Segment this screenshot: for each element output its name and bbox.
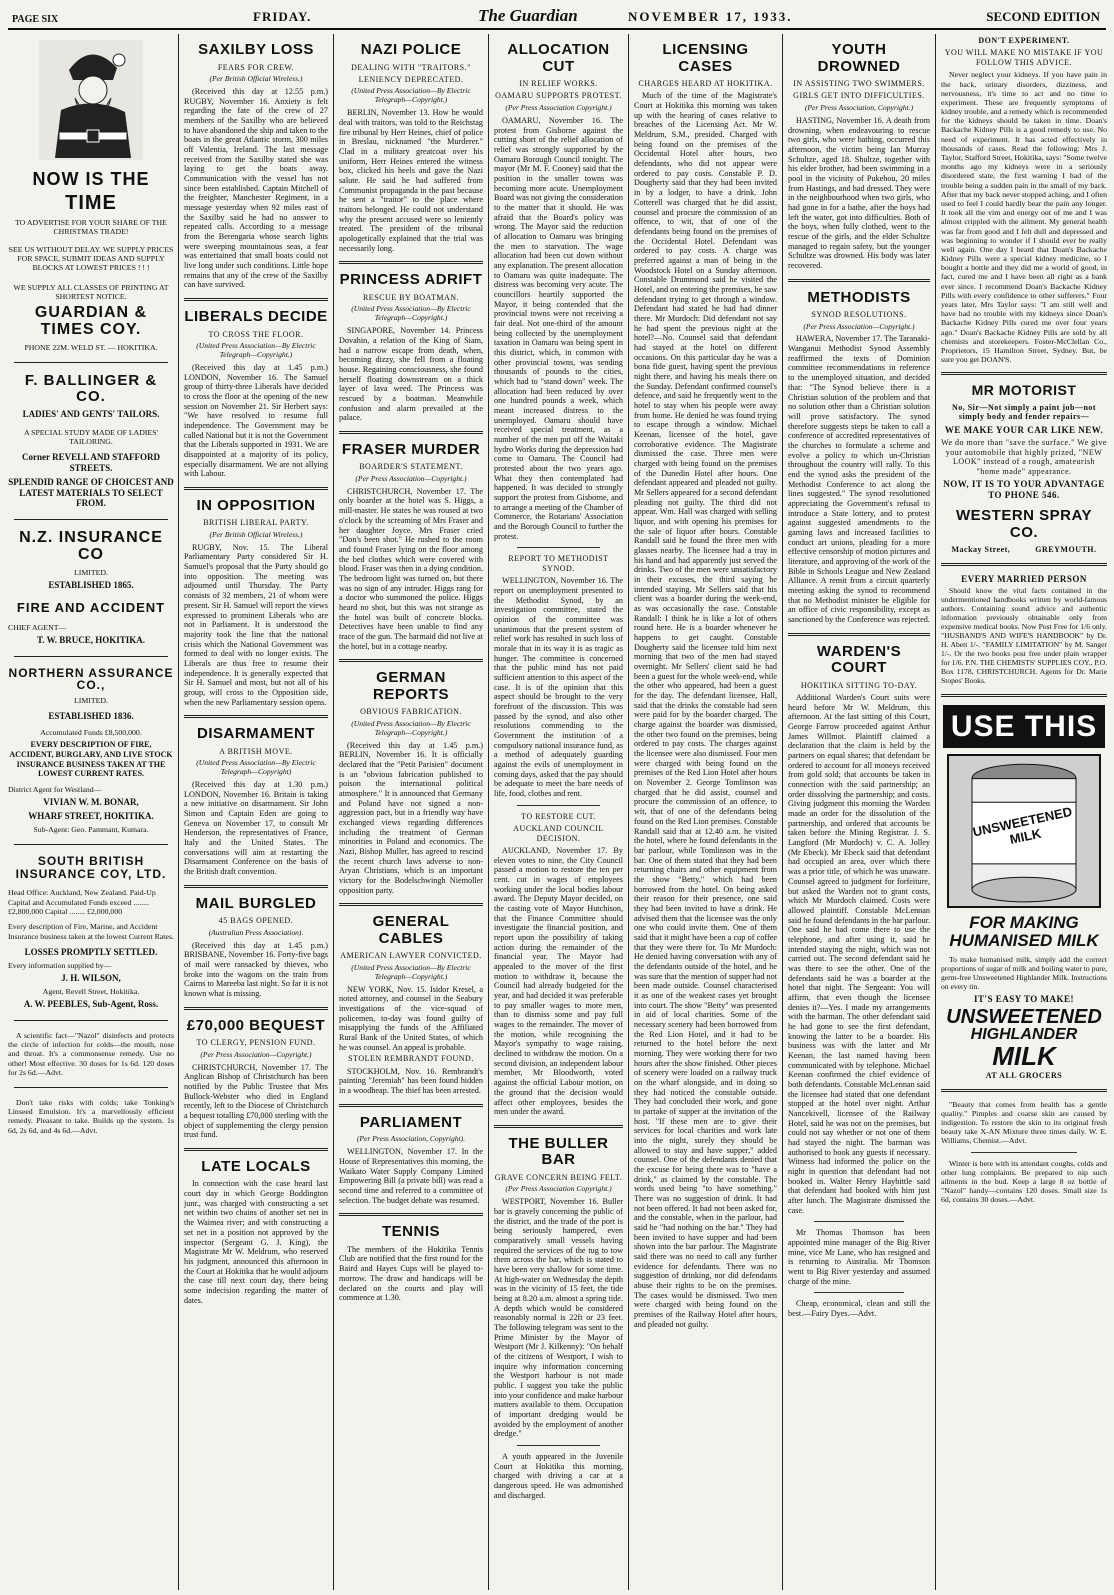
ad-motorist-line3: We do more than "save the surface." We give your automobile that highly prized, "NEW LOOK" instead of a rough, amateurish "home made" appearance. <box>941 438 1107 476</box>
article-body: CHRISTCHURCH, November 17. The only boarder at the hotel was S. Higgs, a mill-master. He states he was roused at two o'clock by the screaming of Mrs Fraser and her daughter Joyce. Mrs Fraser cried "Don's been shot." He rushed to the room and found Fraser lying on the floor among the bed clothes which were covered with blood. Fraser was then in a dying condition. The bedroom light was turned on, but there was no sign of any intruder. Higgs rang for a doctor who summoned the police. Higgs heard no shot, but this was not strange as the hotel was built of concrete blocks. Detectives have been unable to find any trace of the gun. The harmaid did not live at the hotel, but in a cottage nearby. <box>339 486 483 651</box>
source-line: (Per Press Association, Copyright.) <box>804 102 914 112</box>
ad-mr-motorist: MR MOTORIST <box>971 382 1077 399</box>
ad-mackay-street: Mackay Street, GREYMOUTH. <box>951 545 1097 555</box>
subhead: BRITISH LIBERAL PARTY. <box>203 518 309 528</box>
milk-can-illustration <box>947 754 1101 908</box>
headline-opposition: IN OPPOSITION <box>196 496 316 514</box>
source-line: (Australian Press Association). <box>208 927 304 937</box>
article-body: Mr Thomas Thomson has been appointed mine manager of the Big River mine, vice Mr Lane, who has resigned and is returning to Australia. Mr Thomson went to Big River yesterday and assumed charge of the mine. <box>788 1228 930 1286</box>
santa-claus-illustration <box>39 40 143 160</box>
divider <box>788 279 930 282</box>
article-body: CHRISTCHURCH, November 17. The Anglican Bishop of Christchurch has been notified by the Public Trustee that Mrs Bullock-Webster who died in England recently, left to the Diocese of Christchurch a bequest totalling £70,000 sterling with the object of supplementing the clergy pension trust fund. <box>184 1062 328 1140</box>
divider <box>941 563 1107 566</box>
divider <box>971 1152 1077 1153</box>
ad-peebles: A. W. PEEBLES, Sub-Agent, Ross. <box>23 999 159 1010</box>
ad-milk: MILK <box>992 1041 1056 1072</box>
headline-bequest: £70,000 BEQUEST <box>186 1016 326 1034</box>
divider <box>941 694 1107 697</box>
ad-married-text: Should know the vital facts contained in the undermentioned handbooks written by world-famous authors. Containing sound advice and authentic information previously obtainable only from expensive medical books. Now Post Free for 1/6 only. "HUSBAND'S AND WIFE'S HANDBOOK" by Dr. H. Abett 1/-. "FAMILY LIMITATION" by M. Sanger 1/-. Or the two books post free under plain wrapper for 1/6. P.N. THE CHEMISTS' SUPPLIES COY., P.O. Box 1178, CHRISTCHURCH. Agents for Dr. Marie Stopes' Books. <box>941 586 1107 685</box>
divider <box>941 372 1107 375</box>
ad-motorist-line4: NOW, IT IS TO YOUR ADVANTAGE TO PHONE 546. <box>943 478 1105 500</box>
column-rule <box>178 34 179 1590</box>
ad-at-all-grocers: AT ALL GROCERS <box>985 1071 1063 1081</box>
subhead: A BRITISH MOVE. <box>219 746 293 756</box>
ad-nazol-text: A scientific fact—"Nazol" disinfects and protects the circle of infection for colds—the mouth, nose and throat. It's a commonsense remedy. Use no other! Most effective. 30 doses for 1s 6d. 120 doses for 2s 6d.—Advt. <box>8 1031 174 1077</box>
ad-established-1836: ESTABLISHED 1836. <box>48 711 134 722</box>
ad-motorist-line2: WE MAKE YOUR CAR LIKE NEW. <box>944 424 1104 435</box>
subhead: AMERICAN LAWYER CONVICTED. <box>340 951 482 961</box>
ad-head-office: Head Office: Auckland, New Zealand. Paid-Up Capital and Accumulated Funds exceed ........ £2,800,000 Capital ........ £2,000,000 <box>8 888 156 916</box>
news-column-6 <box>788 34 930 1590</box>
ads-column-left <box>8 34 174 1590</box>
ad-limited: LIMITED. <box>74 567 108 577</box>
article-body: SINGAPORE, November 14. Princess Dovahin, a relation of the King of Siam, had a narrow escape from death, when, becoming dizzy, she fell from a floating house. Regaining consciousness, she found herself floating downstream on a thick layer of lava weed. The Princess was rescued by a boatman. Meanwhile confusion and alarm prevailed at the palace. <box>339 326 483 423</box>
divider <box>517 805 600 806</box>
ad-accumulated-funds: Accumulated Funds £8,500,000. <box>40 728 142 738</box>
article-body: (Received this day at 1.45 p.m.) BRISBANE, November 16. Forty-five bags of mail were ransacked by thieves, who broke into the wagons on the train from Cairns to Mareeba last night. So far it is not known what is missing. <box>184 940 328 999</box>
ad-every-description: EVERY DESCRIPTION OF FIRE, ACCIDENT, BURGLARY, AND LIVE STOCK INSURANCE BUSINESS TAKEN AT THE LOWEST CURRENT RATES. <box>9 740 173 779</box>
ad-every-information: Every information supplied by— <box>8 960 112 970</box>
source-line: (Per Press Association, Copyright). <box>356 1134 466 1144</box>
article-body: (Received this day at 1.30 p.m.) LONDON, November 16. Britain is taking a new initiative on disarmament. Sir John Simon and Captain Eden are going to Geneva on November 17, to consult Mr Henderson, the representatives of France, Italy and the United States. The conversations will aim at restarting the Disarmament Conference on the basis of the British draft convention. <box>184 780 328 877</box>
headline-youth-drowned: YOUTH DROWNED <box>817 41 901 75</box>
ad-supply-text: WE SUPPLY ALL CLASSES OF PRINTING AT SHORTEST NOTICE. <box>13 282 169 301</box>
article-body: (Received this day at 1.45 p.m.) BERLIN, November 16. It is officially declared that the "Petit Parisien" document is an "obvious fabrication published to poison the international political atmosphere." It is announced that Germany and Poland have not signed a non-aggression pact, but in a friendly way have exchanged views regarding differences including the treatment of German minorities in Poland and economics. The Nazi, Bishop Muller, has agreed to rescind the recent church laws adverse to non-Aryan Christians, which is an important victory for the Bodelschwingh Niemoller opposition party. <box>339 740 483 895</box>
subhead: DEALING WITH "TRAITORS." <box>351 62 471 72</box>
subhead: TO RESTORE CUT. <box>521 811 596 821</box>
article-body: RUGBY, Nov. 15. The Liberal Parliamentary Party considered Sir H. Samuel's proposal that the Party should go into opposition. The meeting was adjourned until Thursday. The Party consists of 32 members, 21 of whom were present. Sir H. Samuel will report the views expressed to prominent Liberals who are not in Parliament. It is understood the majority took the line that the national crisis which the National Government was formed to deal with no longer exists. The Liberals are thus free to resume their independence. It is generally expected that Sir H. Samuel and most, but not all of his group, will cross to the Opposition side, when the new Parliamentary session opens. <box>184 542 328 707</box>
divider <box>14 656 168 657</box>
headline-nazi-police: NAZI POLICE <box>360 41 462 58</box>
article-body: HAWERA, November 17. The Taranaki-Wanganui Methodist Synod Assembly reaffirmed the texts of Dominion committee recommendations in reference to the unemployed situation, and decided that: "The Synod believe there is a Christian solution of the problem and that no solution other than a Christian solution will prove satisfactory. The synod therefore suggests steps be taken to call a conference of accredited representatives of the churches to formulate a scheme and evolve a policy to which un-Christian throughout the country will rally. To this end the synod asks the president of the Methodist Conference to act along the lines suggested." The synod resolutioned appreciating the Government's refusal to introduce a State lottery, and to protest against suggested amendments to the gaming laws and increased facilities to conduct art unions, pleading for a more effective censorship of motion pictures and literature, and approving of the work of the Bible in Schools League and New Zealand Alliance. A remit from a circuit quarterly meeting asking the synod to recommend that no Methodist minister be eligible for an office of civic responsibility, except as sanctioned by the Conference was rejected. <box>788 334 930 624</box>
ad-time: TIME <box>65 191 117 214</box>
article-body: HASTING, November 16. A death from drowning, when endeavouring to rescue two girls, who were bathing, occurred this afternoon, the victim being Ian Murray Schultze, aged 18. Shultze, together with his elder brother, had been swimming in a pool in the vicinity of Pukehou, 20 miles from Hastings, and had dressed. They were in the neighbourhood when two girls, who had gone in for a bathe, after the boys had left the water, got into difficulties. Both of the boys, when fully clothed, went to the rescue of the girls, and the elder Schultze managed to regain safety, but the younger Schultze was drowned. His body was later recovered. <box>788 115 930 270</box>
article-body: (Received this day at 12.55 p.m.) RUGBY, November 16. Anxiety is felt regarding the fate of the crew of 27 members of the Saxilby who are believed to have abandoned the ship and taken to the boats in the great Atlantic storm, 300 miles off Valentia, Ireland. The last message received from the Saxilby stated she was laying to get the boats away. Communication with the vessel has not since been established. Captain Mitchell of the freighter, Manchester Regiment, in a message yesterday when 92 miles east of the Saxilby said he had no answer to repeated calls. According to a message from the Berengaria whose search lights were sweeping mountainous seas, a fear was entertained that small boats could not live long under such conditions. Little hope remains that any of the crew of the Saxilby can have survived. <box>184 86 328 290</box>
article-body: OAMARU, November 16. The protest from Gisborne against the cutting short of the relief allocation of relief was strongly supported by the Oamaru Borough Council tonight. The mayor (Mr M. F. Cooney) said that the position in the smaller towns was becoming more acute. Unemployment Board was not giving the consideration to the matter that it should. He was afraid that the Board's policy was wrong. The Mayor said the reduction of allocation to Oamaru was bringing the men to starvation. The wage allocation had been cut down without any explanation. The present allocation to Oamaru was quite inadequate. The distress was becoming very acute. The councillors heartily supported the Mayor, it being contended that the provincial towns were not receiving a fair deal. Not one-third of the amount being collected by the unemployment taxation in Oamaru was being spent in this district, which, in common with other provincial towns, was sending thousands of pounds to the cities, which had to "stand down" week. The allocation had been reduced by over one hundred pounds a week, which meant increased distress to the unemployed. Oamaru should have received special treatment, as a number of the men put off the Waitaki hydro Works during the depression had come to Oamaru. The Council had protested about the two years ago. What they then contemplated had happened. It was decided to strongly support the protest from Gisborne, and to arrange a meeting of the Chamber of Commerce, the Rotarians' Association and the Borough Council to further the protest. <box>494 115 623 541</box>
headline-tennis: TENNIS <box>381 1223 440 1241</box>
ad-see-us-text: SEE US WITHOUT DELAY. WE SUPPLY PRICES FOR SPACE, SUBMIT IDEAS AND SUPPLY BLOCKS AT LOWEST PRICES ! ! ! <box>8 244 174 273</box>
ad-district-agent: District Agent for Westland— <box>8 784 102 794</box>
ad-humanised-text: To make humanised milk, simply add the correct proportions of sugar of milk and boiling water to pure, germ-free Unsweetened Highlander Milk. Instructions on every tin. <box>941 954 1107 991</box>
headline-fraser-murder: FRASER MURDER <box>341 440 481 458</box>
page-number: PAGE SIX <box>12 14 59 25</box>
divider <box>941 1089 1107 1092</box>
ad-wilson: J. H. WILSON, <box>61 973 121 984</box>
edition-label: SECOND EDITION <box>986 9 1100 24</box>
source-line: (Per British Official Wireless.) <box>209 73 303 83</box>
headline-saxilby: SAXILBY LOSS <box>198 41 314 58</box>
source-line: (Per British Official Wireless.) <box>209 529 303 539</box>
ad-western-spray: WESTERN SPRAY CO. <box>956 507 1092 541</box>
headline-buller-bar: THE BULLER BAR <box>508 1134 609 1169</box>
subhead: LENIENCY DEPRECATED. <box>358 74 464 84</box>
ad-dont-experiment-sub: YOU WILL MAKE NO MISTAKE IF YOU FOLLOW THIS ADVICE. <box>944 48 1104 67</box>
ad-easy-to-make: IT'S EASY TO MAKE! <box>973 993 1075 1004</box>
subhead: TO CROSS THE FLOOR. <box>208 329 304 339</box>
ad-guardian-times: GUARDIAN & TIMES COY. <box>34 304 148 339</box>
ad-dont-experiment-title: DON'T EXPERIMENT. <box>978 36 1070 45</box>
divider <box>814 1292 905 1293</box>
can-label-text: UNSWEETENED MILK <box>971 803 1074 848</box>
ad-every-desc-fire: Every description of Fire, Marine, and Accident Insurance business taken at the lowest Current Rates. <box>8 922 174 941</box>
subhead: GIRLS GET INTO DIFFICULTIES. <box>793 91 925 101</box>
divider <box>339 261 483 264</box>
article-body: (Received this day at 1.45 p.m.) LONDON, November 16. The Samuel group of thirty-three Liberals have decided to cross the floor at the opening of the new session on November 21. Sir Herbert says: "We have resolved to resume full independence. The Government may be called National but it is not the Government that the Liberals supported in 1931. We are disappointed at a majority of its policy, especially disarmament. We are not allying with Labour. <box>184 362 328 479</box>
divider <box>339 1213 483 1216</box>
article-body: WESTPORT, November 16. Buller bar is gravely concerning the public of the district, and the trade of the port is being seriously hampered, even comparatively small vessels having required the services of the tug to tow them across the bar, which is stated to have been very shallow for some time. At high-water on Wednesday the depth was in the vicinity of 15 feet, the tide being at 8.20 a.m. almost a spring tide. A depth which would be considered reasonably normal is 22ft or 23 feet. The following telegram was sent to the Prime Minister by the Mayor of Westport (Mr J. Kilkenny): "On behalf of the citizens of Westport, I wish to inquire why information concerning the Westport harbour is not made public. I suggest you take the public into your confidence and make harbour matters available to them. Occupation of important dredging would be avoided by the employment of another dredge." <box>494 1197 623 1439</box>
ad-bruce: T. W. BRUCE, HOKITIKA. <box>36 634 146 645</box>
masthead <box>8 6 1106 30</box>
source-line: (Per Press Association—Copyright.) <box>200 1049 312 1059</box>
article-body: Cheap, economical, clean and still the best.—Fairy Dyes.—Advt. <box>788 1299 930 1319</box>
subhead: REPORT TO METHODIST SYNOD. <box>508 554 609 573</box>
subhead: FEARS FOR CREW. <box>217 62 295 72</box>
divider <box>14 362 168 363</box>
divider <box>814 1221 905 1222</box>
article-body: BERLIN, November 13. How he would deal with traitors, was told to the Reichstag fire tribunal by Herr Heines, chief of police in Breslau, nicknamed "the Murderer." Clad in a military greatcoat over his uniform, Herr Heines entered the witness box, clicked his heels and gave the Nazi salute. He said he had suffered from Communist propaganda in the past because he sent a "traitor" to the place where traitors belonged. He could not understand why the present accused were so leniently treated. The president of the tribunal apologetically explained that the trial was necessarily long. <box>339 108 483 253</box>
source-line: (United Press Association—By Electric Telegraph—Copyright.) <box>196 340 316 359</box>
headline-late-locals: LATE LOCALS <box>201 1157 311 1175</box>
ad-phone-address: PHONE 22M. WELD ST. — HOKITIKA. <box>24 342 158 352</box>
ad-nz-insurance: N.Z. INSURANCE CO <box>19 529 163 563</box>
column-rule <box>782 34 783 1590</box>
divider <box>184 885 328 888</box>
headline-methodists: METHODISTS <box>807 288 911 306</box>
divider <box>788 633 930 636</box>
headline-parliament: PARLIAMENT <box>359 1113 463 1131</box>
column-rule <box>628 34 629 1590</box>
ad-highlander: HIGHLANDER <box>970 1026 1078 1044</box>
ad-tonking-text: Don't take risks with colds; take Tonking's Linseed Emulsion. It's a marvellously efficient remedy. Pleasant to take. Builds up the system. 1s 6d, 2s 6d, and 4s 6d.—Advt. <box>8 1097 174 1135</box>
article-body: WELLINGTON, November 16. The report on unemployment presented to the Methodist Synod, by an investigation committee, stated the opinion of the committee was unanimous that the present system of relief work has resulted in such loss of morale that in its way it is as tragic as hunger. The committee is concerned that the public mind has not paid sufficient attention to this aspect of the case. It is of the opinion that this aspect should be brought to the very forefront of the discussion. This was passed by the synod, and also other resolutions commending to the Government the institution of a compulsory national insurance fund, as a method of adequately guarding against the evils of unemployment in coming days, asked that the pay should be adequate to meet the bare needs of life, food, clothes and rent. <box>494 576 623 799</box>
divider <box>339 431 483 434</box>
subhead: BOARDER'S STATEMENT. <box>359 462 463 472</box>
ad-corner-address: Corner REVELL AND STAFFORD STREETS. <box>22 452 160 474</box>
divider <box>14 1020 168 1021</box>
ad-use-this-banner: USE THIS <box>943 705 1105 748</box>
ad-doans-text: Never neglect your kidneys. If you have pain in the back, urinary disorders, dizziness, and nervousness, it's time to act and no time to experiment. These are frequently symptoms of kidney trouble, and a remedy which is recommended for the kidneys should be taken in time. Doan's Backache Kidney Pills is a good remedy to use. No need of experiment. It has acted effectively in thousands of cases. Read the following: Mrs J. Taylor, Stafford Street, Hokitika, says: "Some twelve months ago my kidneys were in a seriously disordered state, the first warning I had of the trouble being a sudden pain in the small of my back. After that my back never stopped aching, and I often used to feel I could hardly bear the pain any longer. It took all the vim and energy out of me and I was almost crippled with the ailment. My general health was far from good and I felt dull and depressed and was beginning to wonder if I should ever be really well again. One day I heard that Doan's Backache Kidney Pills were a special kidney medicine, so I bought a bottle and they did me a world of good, in fact, cured me and I have been all right as a bank ever since. I recommend Doan's Backache Kidney Pills with every confidence to other sufferers." Four years later, Mrs Taylor says: "I am still well and have had no trouble with my kidneys since Doan's Backache Kidney Pills cured me over four years ago." Doan's Backache Kidney Pills are sold by all chemists and storekeepers. Foster-McClellan Co., Proprietors, 15 Hamilton Street, Sydney. But, be sure you get DOAN'S. <box>941 70 1107 365</box>
column-rule <box>935 34 936 1590</box>
newspaper-title: The Guardian <box>478 6 578 25</box>
headline-german-reports: GERMAN REPORTS <box>372 669 449 703</box>
divider <box>184 298 328 301</box>
article-body: WELLINGTON, November 17. In the House of Representatives this morning, the Waikato Water Supply Company Limited Empowering Bill (a private bill) was read a second time and referred to a committee of selection. The budget debate was resumed. <box>339 1147 483 1205</box>
ad-tailoring-study: A SPECIAL STUDY MADE OF LADIES' TAILORING. <box>23 427 159 446</box>
headline-princess-adrift: PRINCESS ADRIFT <box>339 271 483 289</box>
source-line: (United Press Association—By Electric Telegraph—Copyright.) <box>351 962 471 981</box>
article-body: A youth appeared in the Juvenile Court at Hokitika this morning, charged with driving a car at a dangerous speed. He was admonished and discharged. <box>494 1452 623 1500</box>
news-column-3 <box>339 34 483 1590</box>
ad-unsweetened: UNSWEETENED <box>946 1006 1102 1029</box>
subhead: OBVIOUS FABRICATION. <box>360 707 462 717</box>
ad-advertise-text: TO ADVERTISE FOR YOUR SHARE OF THE CHRISTMAS TRADE! <box>15 217 167 237</box>
headline-liberals: LIBERALS DECIDE <box>184 308 328 325</box>
subhead: 45 BAGS OPENED. <box>218 916 294 926</box>
ad-beauty-text: "Beauty that comes from health has a gentle quality." Pimples and coarse skin are caused by indigestion. To restore the skin to its original fresh beauty take X-AN Mixture three times daily. W. E. Williams, Chemist.—Advt. <box>941 1099 1107 1146</box>
divider <box>517 547 600 548</box>
ad-fire-accident: FIRE AND ACCIDENT <box>16 599 166 615</box>
subhead: OAMARU SUPPORTS PROTEST. <box>495 91 622 101</box>
ad-chief-agent: CHIEF AGENT— <box>8 622 67 632</box>
subhead: AUCKLAND COUNCIL DECISION. <box>513 824 604 843</box>
news-column-5 <box>634 34 777 1590</box>
divider <box>14 1087 168 1088</box>
divider <box>339 903 483 906</box>
divider <box>14 844 168 845</box>
subhead: IN RELIEF WORKS. <box>519 79 598 88</box>
article-body: In connection with the case heard last court day in which George Boddington junr., was charged with constructing a set net within two chains of another set net in the Waimea river; and with constructing a set net in a position not approved by the inspector (Sergeant G. J. King), the Magistrate Mr W. Meldrum, who reserved his judgment, announced this afternoon in the Court at Hokitika that he would adjourn the case till next court day, there being some indecision regarding the matter of dates. <box>184 1179 328 1305</box>
divider <box>339 659 483 662</box>
ad-tailors: LADIES' AND GENTS' TAILORS. <box>22 408 160 419</box>
divider <box>184 1007 328 1010</box>
headline-mail-burgled: MAIL BURGLED <box>195 894 317 912</box>
ad-bonar: VIVIAN W. M. BONAR, <box>43 797 139 808</box>
headline-wardens-court: WARDEN'S COURT <box>816 642 902 677</box>
masthead-day: FRIDAY. <box>253 9 312 24</box>
divider <box>494 1125 623 1128</box>
article-body: The members of the Hokitika Tennis Club are notified that the first round for the Baird and Hayes Cups will be played to-morrow. The draw and handicaps will be declared on the courts and play will commence at 1.30. <box>339 1244 483 1303</box>
source-line: (United Press Association—By Electric Telegraph—Copyright.) <box>351 86 471 105</box>
subhead: CHARGES HEARD AT HOKITIKA. <box>638 79 773 88</box>
headline-licensing-cases: LICENSING CASES <box>662 41 749 75</box>
article-body: NEW YORK, Nov. 15. Isidor Kresel, a noted attorney, and counsel in the Seabury investigations of the vice-squad of policemen, to-day was found guilty of misapplying the funds of the Affiliated Rural Bank of the United States, of which he was counsel. An appeal is probable. <box>339 984 483 1052</box>
article-body: Additional Warden's Court suits were heard before Mr W. Meldrum, this afternoon. At the last sitting of this Court, George Farrow proceeded against Arthur James Willmot. Plaintiff claimed a declaration that the claim is held by the partners on equal shares; that defendant be ordered to account for all moneys received from gold sold; that accounts be taken in connection with the said partnership; an order dissolving the partnership; and costs. Giving judgment this morning the Warden made an order for the dissolution of the partnership, and ordered that accounts be taken before the Mining Registrar. J. S. Langford (Mr Murdoch) v. C. A. Jolley (Mr Ebeck). Mr Ebeck said that defendant had occupied an area, over which there was a prior title, of which he was unaware. Counsel agreed to judgment for forfeiture, but asked the Warden not to grant costs, which Mr Murdoch claimed. Costs were allowed plaintiff. Constable McLennan said he found defendants in the bar parlour. One said he had come there to use the telephone, and after using it, said he intended staying the night, which was not carried out. The second defendant said he was there to see the other. One of the defendants said he was a boarder at the hotel that night. The Sergeant: You will affirm, that even though the licensee denies it?—Yes. I made my arrangements with the barman. The other defendant said he had gone to see the first defendant, knowing the latter to be a boarder. His business was with the latter and Mr Keenan, the last named having been communicated with by telephone. Michael Keenan confirmed the chief evidence of both defendants. Constable McLennan said the licensee had stated that one defendant stopped at the hotel over night. Arthur Nancekivell, licensee of the Railway Hotel, said he was not on the premises, but could not say whether or not one of them had stayed the night. The barman was authorised to book any guests if necessary. Witness had informed the police on the night in question that defendant had not booked in. Walter Henry Haybittle said that defendant had booked with him just after lunch. The Magistrate dismissed the case. <box>788 693 930 1215</box>
divider <box>14 519 168 520</box>
ad-northern-assurance: NORTHERN ASSURANCE CO., <box>8 665 174 693</box>
ad-agent-revell: Agent, Revell Street, Hokitika. <box>42 986 140 996</box>
ad-limited-2: LIMITED. <box>74 695 108 705</box>
ad-wharf-street: WHARF STREET, HOKITIKA. <box>28 810 154 821</box>
article-body: STOCKHOLM, Nov. 16. Rembrandt's painting "Jeremiah" has been found hidden in a woodheap. The thief has been arrested. <box>339 1066 483 1096</box>
subhead: IN ASSISTING TWO SWIMMERS. <box>793 79 925 88</box>
source-line: (Per Press Association Copyright.) <box>505 102 612 112</box>
article-body: Much of the time of the Magistrate's Court at Hokitika this morning was taken up with the hearing of cases relative to breaches of the Licensing Act. Mr W. Meldrum, S.M., presided. Charged with being found on the premises of the Occidental Hotel after hours, two defendants, who did not appear were ordered to pay costs. Constable P. D. Dougherty said that they had been invited in by a lodger, to have a drink. John Cotterell was charged that he did assist, counsel and procure the commission of an offence, to wit, that of one of the defendants being found on the premises of the Occidental Hotel. Defendant was ordered to pay costs. A charge was preferred against a man of being in the Woodstock Hotel on a Sunday afternoon. Constable Drummond said he visited the Hotel, and on entering the premises, he saw defendant trying to get through a window. Defendant had stated he had had dinner there. Mr Murdoch: Did defendant not say he had spent the previous night at the hotel?—No. Counsel said that defendant had stayed at the hotel on different occasions. On this particular day he was a bona fide guest, having spent the previous night there, and having his meals there on the Sunday. Defendant confirmed counsel's defence, and said he frequently went to the hotel to stay when his people were away from home. He denied he was found trying to escape through a window. Michael Keenan, licensee of the hotel, gave corroborative evidence. The Magistrate dismissed the case. Three men were charged with being found on the premises of the Dunedin Hotel after hours. One defendant appeared and pleaded not guilty. Mr Sellers appeared for a second defendant pleading not guilty. The third did not appear. Wm. Hall was charged with selling liquor, and with opening his premises for the sale of liquor after hours. Constable Randall said he found the three men with glasses nearby. The licensee had a tray in his hand and had apparently just served the drinks. Two of the men were unsatisfactory in their excuses, the third saying he intended staying. Mr Sellers said that his client was a boarder during the week-end, as was occasionally the case. Constable Randall: I think he is like a lot of others round here. He is a boarder whenever he happens to get caught. Constable Dougherty said the licensee told him next morning that two of the men had stayed overnight. Mr Sellers' client said he had been a guest for the whole week-end, while the other who appeared, had been a guest for the day. The defendant licensee, Hall, said that the drinks the constable had seen were paid for by the boarder charged. The charge against the boarder was dismissed, the other two found on the premises, being ordered to pay costs. The charges against the licensee were also dismissed. Four men were charged with being found on the premises of the Red Lion Hotel after hours on November 2. George Tomlinson was charged that he did assist, counsel and procure the commission of an offence, to wit, that of one of the defendants being found on the Red Lion premises. Constable Randall said that at 12.40 a.m. he visited the hotel, where he found defendants in the bar parlour, while Tomlinson was in the bar. One of them stated that they had been returning chairs and other equipment from the show "Betty," which had been borrowed from the hotel. On being asked their reason for their presence, one said they had been invited to have a drink. He advised them that the licensee was the only one who could invite them. One of them said that it might have been a cup of coffee that they were there for. To Mr Murdoch: He denied having conversation with any of the defendants outside of the hotel, and he was sure that the mention of supper had not been made outside. Counsel characterised it as one of the weakest cases yet brought into court. The show "Betty" was presented in aid of local charities. Some of the necessary scenery had been borrowed from the Red Lion Hotel, and it had to be returned to the hotel before the next morning. They were working there for two hours after the show finished. Other pieces of scenery were loaded on a railway truck on the wharf alongside, and in doing so they had noticed the constable outside. They had concluded their work, and gone to partake of supper at the invitation of the host. "If these men are to give their services for local charities and work late into the night, surely they should be allowed to stay and have supper," added counsel. One of the defendants denied that the excuse for being there was to "have a drink," as claimed by the constable. The words used being "to have something." There was no suggestion of drink. It had not been offered. It had not been asked for, and the constable, when in the parlour, had said he "had nothing on the bar." They had been invited to have supper and had been shown into the bar parlour. The Magistrate said there was no need to call any further evidence for defendants. There was no suggestion of drinking, nor did defendants abuse their rights to be on the premises. The cases would be dismissed. Two men were charged with being found on the premises of the Railway Hotel after hours, and pleaded not guilty. <box>634 91 777 1329</box>
subhead: RESCUE BY BOATMAN. <box>362 292 460 302</box>
subhead: TO CLERGY, PENSION FUND. <box>196 1038 316 1048</box>
divider <box>517 1445 600 1446</box>
masthead-date: NOVEMBER 17, 1933. <box>628 9 793 24</box>
divider <box>184 487 328 490</box>
news-column-4 <box>494 34 623 1590</box>
headline-general-cables: GENERAL CABLES <box>372 913 450 947</box>
ad-motorist-line1: No, Sir—Not simply a paint job—not simply body and fender repairs— <box>951 402 1097 422</box>
ad-splendid-range: SPLENDID RANGE OF CHOICEST AND LATEST MATERIALS TO SELECT FROM. <box>8 476 174 509</box>
subhead: STOLEN REMBRANDT FOUND. <box>348 1054 474 1064</box>
ad-now-is-the: NOW IS THE <box>32 169 150 189</box>
ad-winter-text: Winter is here with its attendant coughs, colds and other lung complaints. Be prepared to nip such ailments in the bud. Keep a large 8 oz bottle of "Nazol" handy—contains 120 doses. Small size 1s 6d, contains 30 doses.—Advt. <box>941 1158 1107 1205</box>
ad-established-1865: ESTABLISHED 1865. <box>48 580 134 591</box>
ad-for-making-humanised: FOR MAKING HUMANISED MILK <box>949 913 1099 950</box>
ad-south-british: SOUTH BRITISH INSURANCE COY, LTD. <box>15 854 167 881</box>
source-line: (United Press Association—By Electric Telegraph—Copyright) <box>196 758 316 777</box>
source-line: (United Press Association—By Electric Telegraph—Copyright.) <box>351 718 471 737</box>
headline-allocation-cut: ALLOCATION CUT <box>507 41 610 75</box>
source-line: (Per Press Association—Copyright.) <box>803 321 915 331</box>
ad-ballinger: F. BALLINGER & CO. <box>24 372 158 405</box>
headline-disarmament: DISARMAMENT <box>197 725 315 743</box>
source-line: (United Press Association—By Electric Telegraph—Copyright.) <box>351 304 471 323</box>
ad-losses-settled: LOSSES PROMPTLY SETTLED. <box>24 946 158 957</box>
ad-sub-agent: Sub-Agent: Geo. Pammant, Kumara. <box>33 824 149 834</box>
column-rule <box>333 34 334 1590</box>
divider <box>184 1148 328 1151</box>
source-line: (Per Press Association Copyright.) <box>505 1184 612 1194</box>
subhead: SYNOD RESOLUTIONS. <box>811 310 907 320</box>
subhead: GRAVE CONCERN BEING FELT. <box>494 1172 623 1182</box>
column-rule <box>488 34 489 1590</box>
article-body: AUCKLAND, November 17. By eleven votes to nine, the City Council passed a motion to restore the ten per cent. cut in wages of employees working under the local bodies labour award. The Deputy Mayor decided, on the casting vote of Mayor Hutchison, that the Finance Committee should investigate the financial position, and report upon the possibility of taking action during the remainder of the financial year. The Mayor had appealed to the mover of the first motion to withdraw it, because the Council had already budgeted for the year, and had decided it was preferable to pay smaller wages to more men, than to dismiss some and pay full wages to the remainder. The mover of the motion, while recognising the Mayor's sympathy to wage raising, declined to withdraw the motion. On a second division, an independent labour member, Mr Bloodworth, voted against the official Labour motion, on the ground that the decision would affect other employees, besides the men under the award. <box>494 846 623 1117</box>
news-column-2 <box>184 34 328 1590</box>
subhead: HOKITIKA SITTING TO-DAY. <box>800 680 918 690</box>
divider <box>184 715 328 718</box>
santa-icon <box>39 40 143 160</box>
divider <box>339 1104 483 1107</box>
ad-every-married-person: EVERY MARRIED PERSON <box>961 573 1087 584</box>
source-line: (Per Press Association—Copyright.) <box>355 473 467 483</box>
ads-column-right <box>941 34 1107 1590</box>
